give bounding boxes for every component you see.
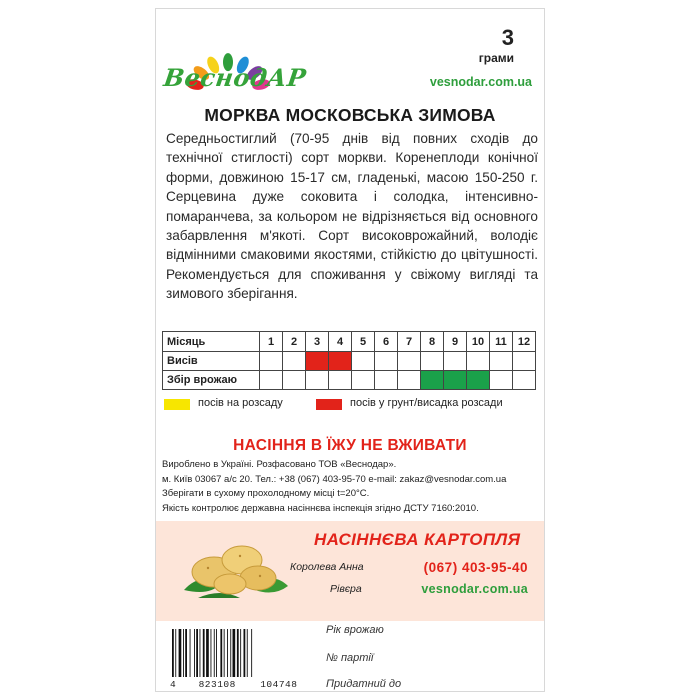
brand-website: vesnodar.com.ua: [429, 75, 532, 89]
month-cell: 2: [283, 332, 306, 352]
barcode-icon: [170, 629, 280, 681]
calendar-cell: [375, 352, 398, 371]
batch-number-field: № партії: [326, 652, 374, 664]
calendar-cell: [490, 352, 513, 371]
calendar-month-label: Місяць: [163, 332, 260, 352]
month-cell: 7: [398, 332, 421, 352]
calendar-cell: [283, 371, 306, 390]
expiry-field: Придатний до: [326, 678, 402, 690]
calendar-cell: [398, 371, 421, 390]
calendar-row-sowing: [163, 352, 536, 371]
brand-name: ВеснодАР: [161, 63, 308, 92]
barcode-digits: 823108: [198, 679, 236, 690]
seed-packet: [155, 8, 545, 692]
month-cell: 4: [329, 332, 352, 352]
calendar-cell: [260, 371, 283, 390]
calendar-header-row: [163, 332, 536, 352]
calendar-cell: [306, 352, 329, 371]
calendar-row-harvest: [163, 371, 536, 390]
calendar-cell: [444, 352, 467, 371]
ad-title: НАСІННЄВА КАРТОПЛЯ: [314, 530, 521, 549]
ad-phone: (067) 403-95-40: [423, 560, 528, 575]
calendar-cell: [513, 371, 536, 390]
month-cell: 10: [467, 332, 490, 352]
legend-swatch-ground: [316, 399, 342, 410]
barcode-digits: 104748: [260, 679, 298, 690]
harvest-year-field: Рік врожаю: [326, 624, 384, 636]
ad-variety: Королева Анна: [290, 561, 364, 573]
month-cell: 5: [352, 332, 375, 352]
product-title: МОРКВА МОСКОВСЬКА ЗИМОВА: [204, 105, 496, 125]
calendar-cell: [375, 371, 398, 390]
legend-label-seedling: посів на розсаду: [198, 397, 283, 409]
calendar-row-label: Висів: [163, 352, 260, 371]
calendar-cell: [444, 371, 467, 390]
calendar-cell: [283, 352, 306, 371]
month-cell: 11: [490, 332, 513, 352]
calendar-cell: [306, 371, 329, 390]
sowing-calendar: [162, 331, 536, 390]
calendar-cell: [398, 352, 421, 371]
info-line: м. Київ 03067 а/с 20. Тел.: +38 (067) 403-95-70 e-mail: zakaz@vesnodar.com.ua: [162, 473, 507, 485]
calendar-cell: [352, 371, 375, 390]
weight-unit: грами: [478, 51, 514, 65]
legend-swatch-seedling: [164, 399, 190, 410]
calendar-cell: [329, 371, 352, 390]
calendar-cell: [352, 352, 375, 371]
month-cell: 1: [260, 332, 283, 352]
potato-illustration-icon: [180, 532, 290, 602]
calendar-cell: [421, 352, 444, 371]
product-description: Середньостиглий (70-95 днів від повних сходів до технічної стиглості) сорт моркви. Коренеплоди конічної форми, довжиною 15-17 см, гладенькі, масою 150-250 г. Серцевина дуже соковита і солодка, інтенсивно-помаранчева, за кольором не відрізняється від основного забарвлення м'якоті. Сорт високоврожайний, володіє відмінними смаковими якостями, стійкістю до цвітушності. Рекомендується для споживання у свіжому вигляді та зимового зберігання.: [166, 131, 538, 302]
ad-website: vesnodar.com.ua: [421, 582, 528, 596]
month-cell: 12: [513, 332, 536, 352]
month-cell: 6: [375, 332, 398, 352]
info-line: Якість контролює державна насіннєва інспекція згідно ДСТУ 7160:2010.: [162, 502, 479, 514]
calendar-cell: [329, 352, 352, 371]
legend-label-ground: посів у грунт/висадка розсади: [350, 397, 503, 409]
calendar-row-label: Збір врожаю: [163, 371, 260, 390]
ad-variety: Рівєра: [330, 583, 362, 595]
month-cell: 9: [444, 332, 467, 352]
producer-info: [162, 458, 542, 516]
calendar-cell: [421, 371, 444, 390]
calendar-cell: [490, 371, 513, 390]
weight-value: 3: [501, 25, 514, 50]
calendar-cell: [467, 352, 490, 371]
warning-text: НАСІННЯ В ЇЖУ НЕ ВЖИВАТИ: [233, 437, 467, 454]
month-cell: 8: [421, 332, 444, 352]
barcode-digits: 4: [170, 679, 177, 690]
calendar-cell: [467, 371, 490, 390]
month-cell: 3: [306, 332, 329, 352]
info-line: Зберігати в сухому прохолодному місці t=20°C.: [162, 488, 370, 500]
calendar-cell: [260, 352, 283, 371]
barcode-number: [170, 679, 297, 690]
calendar-cell: [513, 352, 536, 371]
info-line: Вироблено в Україні. Розфасовано ТОВ «Веснодар».: [162, 459, 397, 470]
